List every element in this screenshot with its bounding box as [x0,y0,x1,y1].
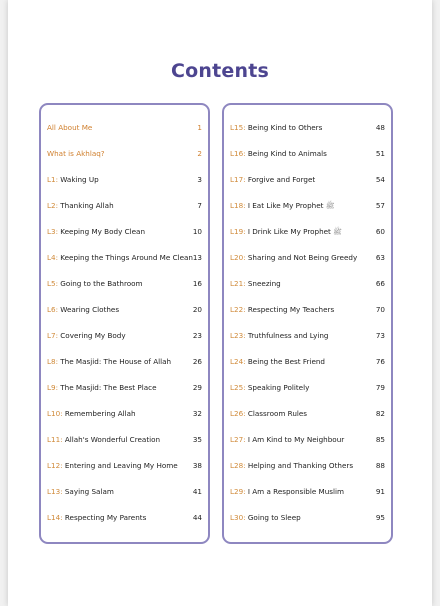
contents-entry [224,459,391,473]
entry-title [47,329,126,343]
page-number: 7 [197,201,202,210]
entry-title [230,433,344,447]
entry-title [47,277,143,291]
lesson-title: Going to the Bathroom [58,279,143,288]
page-number: 66 [375,279,385,288]
lesson-code: L17: [230,175,246,184]
lesson-code: L11: [47,435,63,444]
page-number: 73 [375,331,385,340]
entry-title [230,173,315,187]
page-number: 88 [375,461,385,470]
page-number: 91 [375,487,385,496]
page-number: 38 [192,461,202,470]
lesson-code: L15: [230,123,246,132]
entry-title [47,199,114,213]
lesson-title: Remembering Allah [62,409,136,418]
contents-entry [224,303,391,317]
lesson-title: Respecting My Parents [62,513,147,522]
lesson-code: L2: [47,201,58,210]
page-number: 51 [375,149,385,158]
entry-title [230,277,281,291]
entry-title [230,303,334,317]
contents-entry [41,277,208,291]
contents-entry [41,407,208,421]
page-number: 63 [375,253,385,262]
contents-entry [41,173,208,187]
page-number: 48 [375,123,385,132]
lesson-title: Being Kind to Others [245,123,323,132]
lesson-title: Truthfulness and Lying [245,331,329,340]
entry-title [47,433,160,447]
entry-title [230,251,357,265]
entry-title [230,381,309,395]
lesson-title: The Masjid: The Best Place [58,383,157,392]
page-number: 26 [192,357,202,366]
lesson-code: L14: [47,513,63,522]
lesson-title: Allah's Wonderful Creation [62,435,161,444]
entry-title [47,355,171,369]
page-number: 3 [197,175,202,184]
contents-entry [224,199,391,213]
lesson-code: L5: [47,279,58,288]
lesson-title: Entering and Leaving My Home [62,461,178,470]
entry-title [47,485,114,499]
contents-entry [224,355,391,369]
lesson-code: L27: [230,435,246,444]
lesson-title: Classroom Rules [245,409,308,418]
page-number: 10 [192,227,202,236]
lesson-title: The Masjid: The House of Allah [58,357,172,366]
page-number: 41 [192,487,202,496]
contents-entry [224,485,391,499]
lesson-code: L24: [230,357,246,366]
entry-title [47,147,105,161]
lesson-code: L8: [47,357,58,366]
lesson-title: Forgive and Forget [245,175,316,184]
entry-title [47,381,157,395]
entry-title [47,459,178,473]
entry-title [47,121,92,135]
page-number: 16 [192,279,202,288]
entry-title [47,225,145,239]
lesson-code: L4: [47,253,58,262]
page-number: 20 [192,305,202,314]
contents-entry [224,329,391,343]
lesson-title: Saying Salam [62,487,114,496]
lesson-code: L19: [230,227,246,236]
lesson-code: L22: [230,305,246,314]
page-number: 44 [192,513,202,522]
lesson-code: L7: [47,331,58,340]
page-number: 60 [375,227,385,236]
contents-entry [224,381,391,395]
contents-entry [224,173,391,187]
contents-entry [224,121,391,135]
contents-entry [41,459,208,473]
contents-entry [41,329,208,343]
page-number: 82 [375,409,385,418]
lesson-title: Helping and Thanking Others [245,461,354,470]
lesson-title: Waking Up [58,175,99,184]
entry-title [230,199,334,213]
lesson-code: L6: [47,305,58,314]
contents-entry [224,433,391,447]
page-number: 29 [192,383,202,392]
lesson-title: Going to Sleep [245,513,301,522]
entry-title [230,121,322,135]
contents-entry [41,511,208,525]
book-page [8,0,432,606]
page-number: 57 [375,201,385,210]
lesson-title: I Am Kind to My Neighbour [245,435,345,444]
lesson-title: Sneezing [245,279,281,288]
entry-title [47,303,119,317]
lesson-code: L16: [230,149,246,158]
page-number: 13 [192,253,202,262]
contents-entry [41,381,208,395]
page-number: 23 [192,331,202,340]
contents-entry [224,407,391,421]
page-number: 2 [197,149,202,158]
lesson-title: Wearing Clothes [58,305,120,314]
contents-entry [224,277,391,291]
lesson-title: All About Me [47,123,93,132]
entry-title [230,225,342,239]
contents-entry [41,303,208,317]
lesson-code: L12: [47,461,63,470]
contents-entry [224,147,391,161]
page-title: Contents [170,60,269,82]
entry-title [230,355,325,369]
lesson-title: Covering My Body [58,331,126,340]
lesson-code: L23: [230,331,246,340]
lesson-title: I Drink Like My Prophet [245,227,331,236]
entry-title [230,485,344,499]
contents-entry [41,121,208,135]
lesson-title: Respecting My Teachers [245,305,335,314]
entry-title [230,407,307,421]
contents-entry [224,251,391,265]
page-number: 79 [375,383,385,392]
contents-entry [224,225,391,239]
lesson-code: L20: [230,253,246,262]
contents-entry [41,199,208,213]
lesson-code: L1: [47,175,58,184]
lesson-title: Sharing and Not Being Greedy [245,253,358,262]
entry-title [230,147,327,161]
lesson-code: L18: [230,201,246,210]
contents-entry [41,147,208,161]
lesson-code: L26: [230,409,246,418]
lesson-title: Being the Best Friend [245,357,325,366]
contents-panel-left [39,103,210,544]
lesson-code: L28: [230,461,246,470]
contents-panel-right [222,103,393,544]
lesson-title: What is Akhlaq? [47,149,105,158]
lesson-title: Keeping the Things Around Me Clean [58,253,193,262]
contents-entry [41,485,208,499]
entry-title [230,459,353,473]
lesson-title: Thanking Allah [58,201,114,210]
lesson-title: I Am a Responsible Muslim [245,487,345,496]
entry-title [230,511,301,525]
page-number: 76 [375,357,385,366]
lesson-code: L30: [230,513,246,522]
salawat-mark-icon: ﷺ [323,201,335,210]
salawat-mark-icon: ﷺ [330,227,342,236]
lesson-title: Being Kind to Animals [245,149,327,158]
contents-entry [41,225,208,239]
page-number: 32 [192,409,202,418]
lesson-title: Speaking Politely [245,383,310,392]
lesson-code: L29: [230,487,246,496]
lesson-code: L10: [47,409,63,418]
page-number: 95 [375,513,385,522]
entry-title [47,251,193,265]
lesson-code: L3: [47,227,58,236]
entry-title [47,511,146,525]
lesson-code: L21: [230,279,246,288]
contents-entry [41,251,208,265]
page-number: 54 [375,175,385,184]
entry-title [230,329,328,343]
lesson-code: L25: [230,383,246,392]
contents-entry [41,355,208,369]
lesson-code: L13: [47,487,63,496]
page-number: 70 [375,305,385,314]
lesson-title: Keeping My Body Clean [58,227,146,236]
page-number: 85 [375,435,385,444]
page-number: 1 [197,123,202,132]
lesson-code: L9: [47,383,58,392]
page-number: 35 [192,435,202,444]
lesson-title: I Eat Like My Prophet [245,201,324,210]
contents-entry [41,433,208,447]
contents-entry [224,511,391,525]
entry-title [47,173,99,187]
entry-title [47,407,136,421]
